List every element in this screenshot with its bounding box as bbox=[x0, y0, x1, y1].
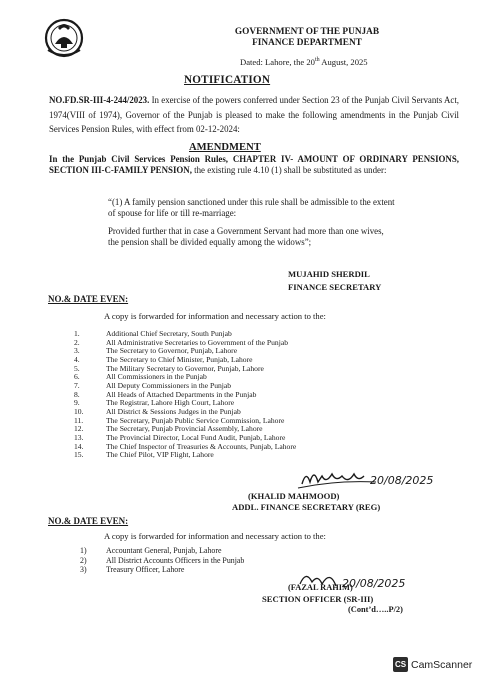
copy1-recipient-item-text: The Provincial Director, Local Fund Audit, Punjab, Lahore bbox=[106, 432, 286, 442]
copy1-recipient-item-number: 11. bbox=[74, 415, 84, 425]
copy1-recipient-item-text: All Deputy Commissioners in the Punjab bbox=[106, 380, 232, 390]
copy1-recipient-item-text: All District & Sessions Judges in the Punjab bbox=[106, 406, 241, 416]
camscanner-icon: CS bbox=[393, 657, 408, 672]
copy1-recipient-item-number: 1. bbox=[74, 329, 80, 338]
copy1-recipient-item-number: 4. bbox=[74, 354, 80, 364]
copy2-recipient-item-number: 2) bbox=[80, 555, 87, 565]
copy1-recipient-item-number: 9. bbox=[74, 398, 80, 408]
copy1-recipient-item-text: The Secretary, Punjab Public Service Commission, Lahore bbox=[106, 415, 285, 425]
copy1-recipient-item-text: The Secretary to Governor, Punjab, Lahore bbox=[106, 346, 238, 356]
copy2-recipient-item-text: Treasury Officer, Lahore bbox=[106, 565, 185, 574]
copy1-recipient-item-number: 2. bbox=[74, 337, 80, 347]
copy1-recipient-item-text: The Military Secretary to Governor, Punjab, Lahore bbox=[106, 363, 264, 373]
signatory1-name: MUJAHID SHERDIL bbox=[288, 269, 370, 279]
copy1-recipient-item-text: The Chief Inspector of Treasuries & Accounts, Punjab, Lahore bbox=[106, 441, 297, 451]
copy1-recipient-item-text: Additional Chief Secretary, South Punjab bbox=[106, 329, 232, 338]
signature-khalid-mahmood bbox=[296, 462, 446, 492]
copy1-recipient-item-number: 13. bbox=[74, 432, 84, 442]
camscanner-watermark bbox=[393, 657, 472, 672]
intro-text: In exercise of the powers conferred under Section 23 of the Punjab Civil Servants Act, 1974(VIII of 1974), Governor of the Punjab is pleased to make the following amendments in the Punjab Civil Services Pension Rules, with effect from 02-12-2024: bbox=[49, 95, 459, 135]
copy1-ref: NO.& DATE EVEN: bbox=[48, 294, 129, 304]
camscanner-label: CamScanner bbox=[411, 658, 473, 671]
continued-note: (Cont’d…..P/2) bbox=[348, 605, 403, 614]
copy1-recipient-item-text: The Secretary, Punjab Provincial Assembly, Lahore bbox=[106, 424, 263, 434]
copy1-recipient-item-text: The Registrar, Lahore High Court, Lahore bbox=[106, 398, 235, 408]
amendment-paragraph bbox=[49, 154, 459, 176]
copy1-recipient-item-text: The Secretary to Chief Minister, Punjab, Lahore bbox=[106, 354, 253, 364]
notification-ref: NO.FD.SR-III-4-244/2023. bbox=[49, 95, 150, 105]
copy2-recipient-item-text: All District Accounts Officers in the Punjab bbox=[106, 555, 245, 565]
copy1-recipient-item-text: All Heads of Attached Departments in the Punjab bbox=[106, 389, 257, 399]
signatory3-title: SECTION OFFICER (SR-III) bbox=[262, 594, 374, 604]
copy2-recipient-item bbox=[80, 546, 244, 556]
signatory1-title: FINANCE SECRETARY bbox=[288, 282, 382, 292]
dated-prefix: Dated: Lahore, the 20 bbox=[240, 57, 315, 67]
copy2-recipient-list bbox=[80, 546, 244, 575]
government-name: GOVERNMENT OF THE PUNJAB bbox=[234, 27, 380, 37]
copy2-text: A copy is forwarded for information and necessary action to the: bbox=[104, 531, 326, 541]
copy1-recipient-item-number: 15. bbox=[74, 450, 84, 460]
notification-title: NOTIFICATION bbox=[184, 74, 271, 86]
intro-paragraph bbox=[49, 93, 459, 137]
signatory2-name: (KHALID MAHMOOD) bbox=[248, 491, 340, 501]
copy1-recipient-item bbox=[74, 451, 296, 460]
copy1-recipient-item-number: 3. bbox=[74, 346, 80, 356]
copy2-recipient-item-number: 1) bbox=[80, 546, 87, 555]
copy2-recipient-item bbox=[80, 556, 244, 566]
signatory2-title: ADDL. FINANCE SECRETARY (REG) bbox=[232, 502, 381, 512]
signature2-date: 20/08/2025 bbox=[370, 474, 434, 487]
amendment-rest-text: the existing rule 4.10 (1) shall be substituted as under: bbox=[191, 165, 387, 175]
copy1-recipient-item-text: All Commissioners in the Punjab bbox=[106, 372, 207, 382]
copy1-recipient-item-number: 8. bbox=[74, 389, 80, 399]
copy2-recipient-item-text: Accountant General, Punjab, Lahore bbox=[106, 546, 222, 555]
copy1-recipient-item-text: All Administrative Secretaries to Government of the Punjab bbox=[106, 337, 288, 347]
copy1-recipient-list bbox=[74, 330, 296, 460]
amendment-heading: AMENDMENT bbox=[189, 142, 261, 153]
copy1-recipient-item-number: 7. bbox=[74, 380, 80, 390]
copy1-text: A copy is forwarded for information and necessary action to the: bbox=[104, 311, 326, 321]
quoted-rule-2: Provided further that in case a Government Servant had more than one wives, the pension shall be divided equally among the widows”; bbox=[108, 226, 384, 247]
punjab-government-logo bbox=[42, 14, 86, 58]
dated-suffix: August, 2025 bbox=[319, 57, 368, 67]
signatory3-name: (FAZAL RAHIM) bbox=[288, 583, 353, 592]
copy2-recipient-item bbox=[80, 565, 244, 575]
dated-line bbox=[240, 57, 368, 67]
copy1-recipient-item-number: 14. bbox=[74, 441, 84, 451]
signature3-date: 20/08/2025 bbox=[342, 577, 406, 590]
department-name: FINANCE DEPARTMENT bbox=[252, 38, 362, 48]
copy1-recipient-item-number: 6. bbox=[74, 372, 80, 382]
dated-superscript: th bbox=[314, 57, 320, 64]
copy2-recipient-item-number: 3) bbox=[80, 565, 87, 574]
copy1-recipient-item-text: The Chief Pilot, VIP Flight, Lahore bbox=[106, 450, 214, 460]
copy1-recipient-item-number: 10. bbox=[74, 406, 84, 416]
copy1-recipient-item-number: 12. bbox=[74, 424, 84, 434]
amendment-bold-text: In the Punjab Civil Services Pension Rules, CHAPTER IV- AMOUNT OF ORDINARY PENSIONS, SECTION III-C-FAMILY PENSION, bbox=[49, 154, 459, 175]
quoted-rule-1: “(1) A family pension sanctioned under this rule shall be admissible to the extent of spouse for life or till re-marriage: bbox=[108, 197, 395, 218]
copy1-recipient-item-number: 5. bbox=[74, 363, 80, 373]
copy2-ref: NO.& DATE EVEN: bbox=[48, 516, 129, 526]
